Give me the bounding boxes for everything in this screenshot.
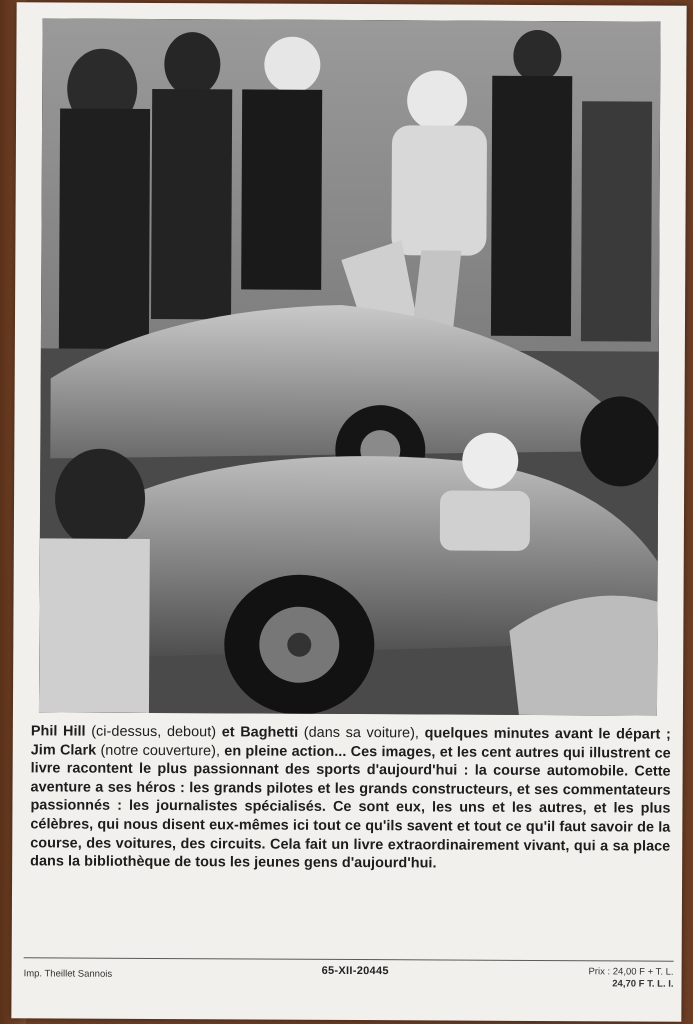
- race-photo: [39, 18, 661, 715]
- caption-text-1: (ci-dessus, debout): [85, 723, 222, 741]
- cover-caption: [30, 722, 671, 874]
- caption-name-phil-hill: Phil Hill: [30, 723, 86, 740]
- race-car-pit-photo-icon: [39, 18, 661, 715]
- printer-credit: Imp. Theillet Sannois: [23, 968, 113, 980]
- footer-divider: [24, 957, 674, 961]
- caption-body: en pleine action... Ces images, et les cent autres qui illustrent ce livre racontent le plus passionnant des sports d'aujourd'hui : la course automobile. Cette aventure a ses héros : les grands pilotes et les grands constructeurs, et ses commentateurs passionnés : les journalistes spécialisés. Ce sont eux, les uns et les autres, et les plus célèbres, qui nous disent eux-mêmes ici tout ce qu'ils savent et tout ce qu'il faut savoir de la course, des voitures, des circuits. Cela fait un livre extraordinairement vivant, qui a sa place dans la bibliothèque de tous les jeunes gens d'aujourd'hui.: [30, 742, 671, 872]
- caption-bold-depart: quelques minutes avant le départ ; Jim Clark: [30, 725, 671, 759]
- price-block: [588, 966, 673, 990]
- caption-text-3: (notre couverture),: [96, 742, 225, 759]
- book-back-cover: [11, 2, 686, 1021]
- caption-text-2: (dans sa voiture),: [298, 724, 425, 742]
- catalog-code: 65-XII-20445: [321, 964, 389, 978]
- price-line-1: Prix : 24,00 F + T. L.: [588, 966, 674, 978]
- price-line-2: 24,70 F T. L. I.: [612, 978, 674, 990]
- caption-name-baghetti: et Baghetti: [221, 724, 299, 741]
